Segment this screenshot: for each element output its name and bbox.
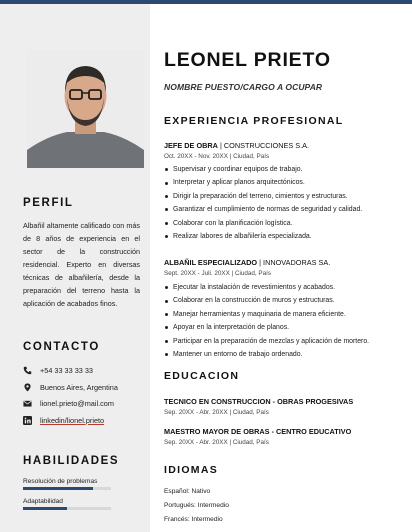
job-bullet: Colaborar en la construcción de muros y estructuras. (164, 294, 412, 307)
job-date: Sept. 20XX - Juli. 20XX | Ciudad, País (164, 270, 271, 277)
linkedin-icon (23, 416, 32, 425)
job-bullet: Participar en la preparación de mezclas y aplicación de mortero. (164, 335, 412, 348)
idiomas-heading: IDIOMAS (164, 464, 219, 476)
contact-phone (23, 366, 148, 375)
perfil-heading: PERFIL (23, 197, 74, 209)
contact-phone-text: +54 33 33 33 33 (40, 366, 93, 375)
main-content (150, 4, 412, 532)
job-title (164, 141, 309, 150)
job-bullet: Garantizar el cumplimiento de normas de seguridad y calidad. (164, 203, 412, 216)
location-pin-icon (23, 383, 32, 392)
job-date: Oct. 20XX - Nov. 20XX | Ciudad, País (164, 153, 270, 160)
job-bullet: Mantener un entorno de trabajo ordenado. (164, 348, 412, 361)
habilidades-heading: HABILIDADES (23, 455, 120, 467)
contact-email-text[interactable]: lionel.prieto@mail.com (40, 399, 114, 408)
contact-email[interactable] (23, 399, 148, 408)
job-bullet: Interpretar y aplicar planos arquitectónicos. (164, 176, 412, 189)
skill-bar-fill (23, 487, 93, 490)
language-item: Portugués: Intermedio (164, 502, 229, 509)
job-role: ALBAÑIL ESPECIALIZADO (164, 258, 258, 267)
contact-location (23, 383, 148, 392)
job-bullet: Apoyar en la interpretación de planos. (164, 321, 412, 334)
contact-linkedin-text[interactable]: linkedin/lionel.prieto (40, 416, 105, 425)
contact-linkedin[interactable] (23, 416, 148, 425)
education-date: Sep. 20XX - Abr. 20XX | Ciudad, País (164, 439, 269, 446)
job-bullet: Realizar labores de albañilería especializada. (164, 230, 412, 243)
skill-bar (23, 487, 111, 490)
experiencia-heading: EXPERIENCIA PROFESIONAL (164, 115, 344, 127)
education-title: MAESTRO MAYOR DE OBRAS - CENTRO EDUCATIVO (164, 427, 352, 436)
job-bullet: Supervisar y coordinar equipos de trabajo. (164, 163, 412, 176)
profile-photo (27, 50, 144, 168)
contacto-heading: CONTACTO (23, 341, 100, 353)
contact-location-text: Buenos Aires, Argentina (40, 383, 118, 392)
education-title: TECNICO EN CONSTRUCCION - OBRAS PROGESIVAS (164, 397, 354, 406)
skill-bar (23, 507, 111, 510)
job-bullet: Manejar herramientas y maquinaria de manera eficiente. (164, 308, 412, 321)
skill-label: Adaptabilidad (23, 498, 63, 505)
language-item: Francés: Intermedio (164, 516, 223, 523)
job-role: JEFE DE OBRA (164, 141, 218, 150)
job-bullet: Dirigir la preparación del terreno, cimientos y estructuras. (164, 190, 412, 203)
envelope-icon (23, 399, 32, 408)
job-title (164, 258, 330, 267)
phone-icon (23, 366, 32, 375)
job-bullet: Ejecutar la instalación de revestimientos y acabados. (164, 281, 412, 294)
job-bullets (164, 281, 412, 361)
skill-bar-fill (23, 507, 67, 510)
job-bullet: Colaborar con la planificación logística. (164, 217, 412, 230)
job-company: | INNOVADORAS SA. (257, 258, 331, 267)
person-name: LEONEL PRIETO (164, 49, 331, 71)
educacion-heading: EDUCACION (164, 370, 240, 382)
job-company: | CONSTRUCCIONES S.A. (217, 141, 310, 150)
language-item: Español: Nativo (164, 488, 211, 495)
job-target-subtitle: NOMBRE PUESTO/CARGO A OCUPAR (164, 82, 323, 92)
skill-label: Resolución de problemas (23, 478, 98, 485)
perfil-text: Albañil altamente calificado con más de 8 años de experiencia en el sector de la construcción residencial. Experto en diversas técnicas de albañilería, desde la preparación del terreno hasta la aplicación de acabados finos. (23, 221, 140, 308)
education-date: Sep. 20XX - Abr. 20XX | Ciudad, País (164, 409, 269, 416)
job-bullets (164, 163, 412, 243)
